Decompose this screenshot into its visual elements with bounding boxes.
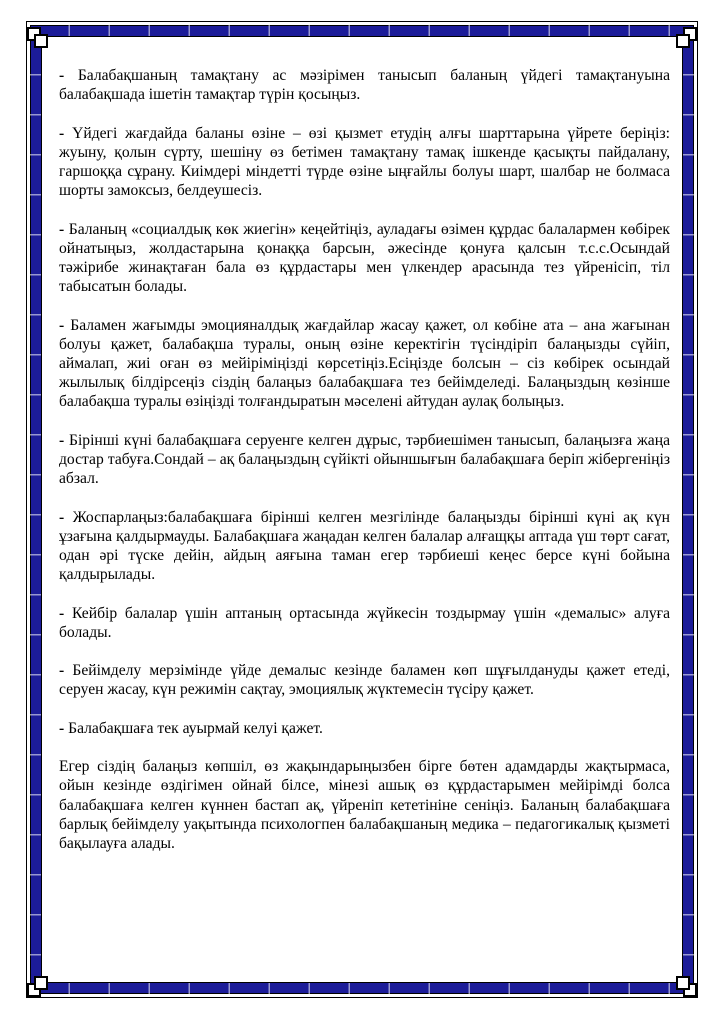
bullet-dash: - [59,124,65,142]
corner-square-icon [683,27,697,41]
paragraph-text: Үйдегі жағдайда баланы өзіне – өзі қызмет етудің алғы шарттарына үйрете беріңіз: жуыну, қолын сүрту, шешіну өз бетімен тамақтану тамақ ішкенде қасықты пайдалану, гаршоққа сұрану. Киімдері міндетті түрде өзіне ыңғайлы болуы шарт, шалбар не болмаса шорты замоксыз, белдеушесіз. [59,124,670,200]
bullet-dash: - [59,719,65,737]
paragraph-text: Бірінші күні балабақшаға серуенге келген дұрыс, тәрбиешімен танысып, балаңызға жаңа достар табуға.Сондай – ақ балаңыздың сүйікті ойыншығын балабақшаға беріп жібергеніңіз абзал. [59,431,670,488]
paragraph-text: Егер сіздің балаңыз көпшіл, өз жақындарыңызбен бірге бөтен адамдарды жақтырмаса, ойын кезінде өздігімен ойнай білсе, мінезі ашық өз құрдастарымен мейірімді болса балабақшаға келген күннен бастап ақ, үйреніп кететініне сеніңіз. Баланың балабақшаға барлық бейімделу уақытында психологпен балабақшаның медика – педагогикалық қызметі бақылауға алады. [59,758,670,852]
bullet-dash: - [59,67,65,84]
corner-square-icon [676,34,690,48]
paragraph-text: Баланың «социалдық көк жиегін» кеңейтіңіз, ауладағы өзімен құрдас балалармен көбірек ойнатыңыз, жолдастарына қонаққа барсын, әжесінде қонуға қалсын т.с.с.Осындай тәжірибе жинақтаған бала өз құрдастары мен үлкендер арасында тез үйренісіп, тіл табысатын болады. [59,220,670,296]
bullet-dash: - [59,316,65,334]
document-body [59,66,670,872]
bullet-dash: - [59,431,65,449]
paragraph [59,604,670,642]
paragraph [59,719,670,738]
bullet-dash: - [59,220,65,238]
corner-square-icon [676,976,690,990]
corner-square-icon [34,34,48,48]
bullet-dash: - [59,508,65,526]
page-border-segments-bottom [30,983,694,994]
paragraph-text: Балабақшаға тек ауырмай келуі қажет. [68,719,323,737]
paragraph [59,316,670,412]
corner-square-icon [27,27,41,41]
paragraph [59,66,670,104]
paragraph [59,431,670,489]
paragraph-text: Кейбір балалар үшін аптаның ортасында жүйкесін тоздырмау үшін «демалыс» алуға болады. [59,604,670,641]
bullet-dash: - [59,604,65,622]
corner-square-icon [27,983,41,997]
page-border-segments-right [683,25,694,994]
paragraph-text: Бейімделу мерзімінде үйде демалыс кезінде баламен көп шұғылдануды қажет етеді, серуен жасау, күн режимін сақтау, эмоциялық жүктемесін түсіру қажет. [59,662,670,699]
paragraph [59,661,670,699]
paragraph-text: Балабақшаның тамақтану ас мәзірімен танысып баланың үйдегі тамақтануына балабақшада ішетін тамақтар түрін қосыңыз. [59,67,670,104]
corner-square-icon [683,983,697,997]
paragraph [59,757,670,853]
paragraph [59,124,670,201]
corner-square-icon [34,976,48,990]
paragraph [59,508,670,585]
paragraph-text: Жоспарлаңыз:балабақшаға бірінші келген мезгілінде балаңызды бірінші күні ақ күн ұзағына қалдырмауды. Балабақшаға жаңадан келген балалар алғащқы аптада үш төрт сағат, одан әрі түске дейін, айдың аяғына таман егер тәрбиеші кеңес берсе күні бойына қалдырылады. [59,508,670,584]
bullet-dash: - [59,662,65,680]
page-border-segments-top [30,25,694,36]
paragraph [59,220,670,297]
page-border-segments-left [30,25,41,994]
paragraph-text: Баламен жағымды эмоцияналдық жағдайлар жасау қажет, ол көбіне ата – ана жағынан болуы қажет, балабақша туралы, оның өзіне керектігін түсіндіріп балаңызды сүйіп, аймалап, жиі оған өз мейіріміңізді көрсетіңіз.Есіңізде болсын – сіз көбірек осындай жылылық білдірсеңіз сіздің балаңыз балабақшаға тез бейімделеді. Балаңыздың көзінше балабақша туралы өзіңізді толғандыратын мәселені айтудан аулақ болыңыз. [59,316,670,411]
